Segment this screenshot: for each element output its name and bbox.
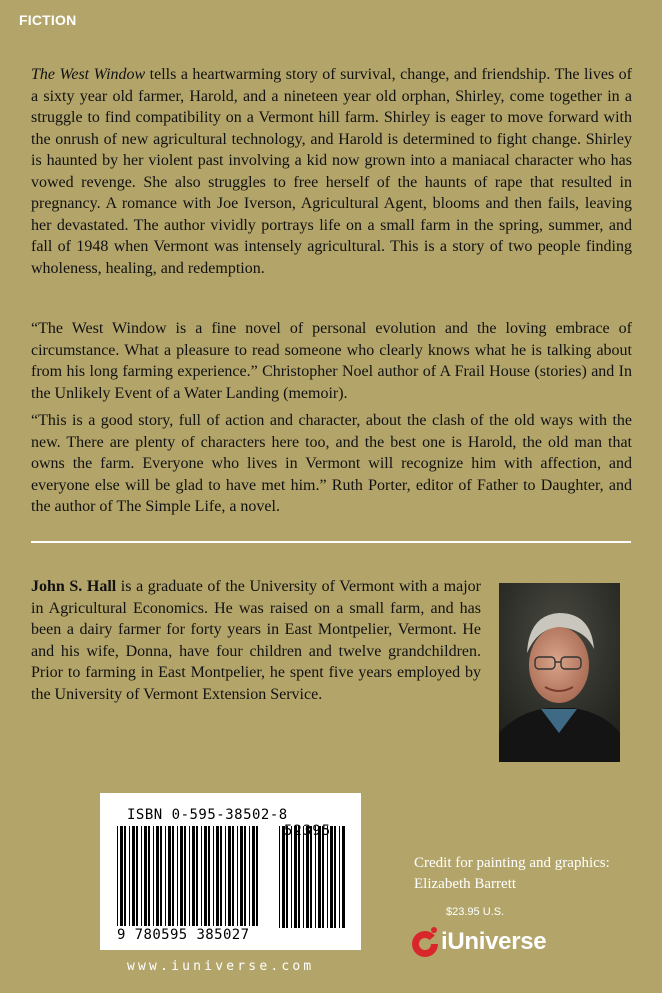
isbn-text: ISBN 0-595-38502-8	[127, 807, 288, 823]
description-text: tells a heartwarming story of survival, change, and friendship. The lives of a sixty year old farmer, Harold, and a nineteen year old orphan, Shirley, come together in a struggle to find compatibility on a Vermont hill farm. Shirley is eager to move forward with the onrush of new agricultural technology, and Harold is determined to fight change. Shirley is haunted by her violent past involving a kid now grown into a maniacal character who has vowed revenge. She also struggles to free herself of the haunts of rape that resulted in pregnancy. A romance with Joe Iverson, Agricultural Agent, blooms and then fails, leaving her devastated. The author vividly portrays life on a small farm in the spring, summer, and fall of 1948 when Vermont was intensely agricultural. This is a story of two people finding wholeness, healing, and redemption.	[31, 66, 632, 277]
barcode-bars	[117, 826, 345, 928]
barcode-panel	[100, 793, 361, 950]
art-credit	[414, 853, 610, 895]
author-photo	[499, 583, 620, 762]
iuniverse-logo-icon	[410, 925, 440, 959]
divider-line	[31, 541, 631, 543]
author-name: John S. Hall	[31, 578, 117, 595]
genre-label: FICTION	[19, 12, 77, 28]
bio-text: is a graduate of the University of Vermont with a major in Agricultural Economics. He was raised on a small farm, and has been a dairy farmer for forty years in East Montpelier, Vermont. He and his wife, Donna, have four children and twelve grandchildren. Prior to farming in East Montpelier, he spent five years employed by the University of Vermont Extension Service.	[31, 578, 482, 703]
blurb-porter: “This is a good story, full of action and character, about the clash of the old ways with the new. There are plenty of characters here too, and the best one is Harold, the old man that owns the farm. Everyone who lives in Vermont will recognize him with affection, and everyone else will be glad to have met him.” Ruth Porter, editor of Father to Daughter, and the author of The Simple Life, a novel.	[31, 412, 632, 515]
author-bio	[31, 576, 481, 705]
price-label: $23.95 U.S.	[446, 906, 505, 918]
publisher-url: www.iuniverse.com	[127, 959, 315, 974]
book-description	[31, 64, 632, 279]
iuniverse-logo	[410, 925, 560, 961]
blurb-noel: “The West Window is a fine novel of personal evolution and the loving embrace of circumstance. What a pleasure to read someone who clearly knows what he is talking about from his long farming experience.” Christopher Noel author of A Frail House (stories) and In the Unlikely Event of a Water Landing (memoir).	[31, 320, 632, 402]
book-title: The West Window	[31, 66, 146, 83]
credit-line-1: Credit for painting and graphics:	[414, 855, 610, 871]
publisher-name: iUniverse	[441, 928, 547, 955]
barcode-digits: 9 780595 385027	[117, 927, 250, 943]
credit-line-2: Elizabeth Barrett	[414, 876, 517, 892]
